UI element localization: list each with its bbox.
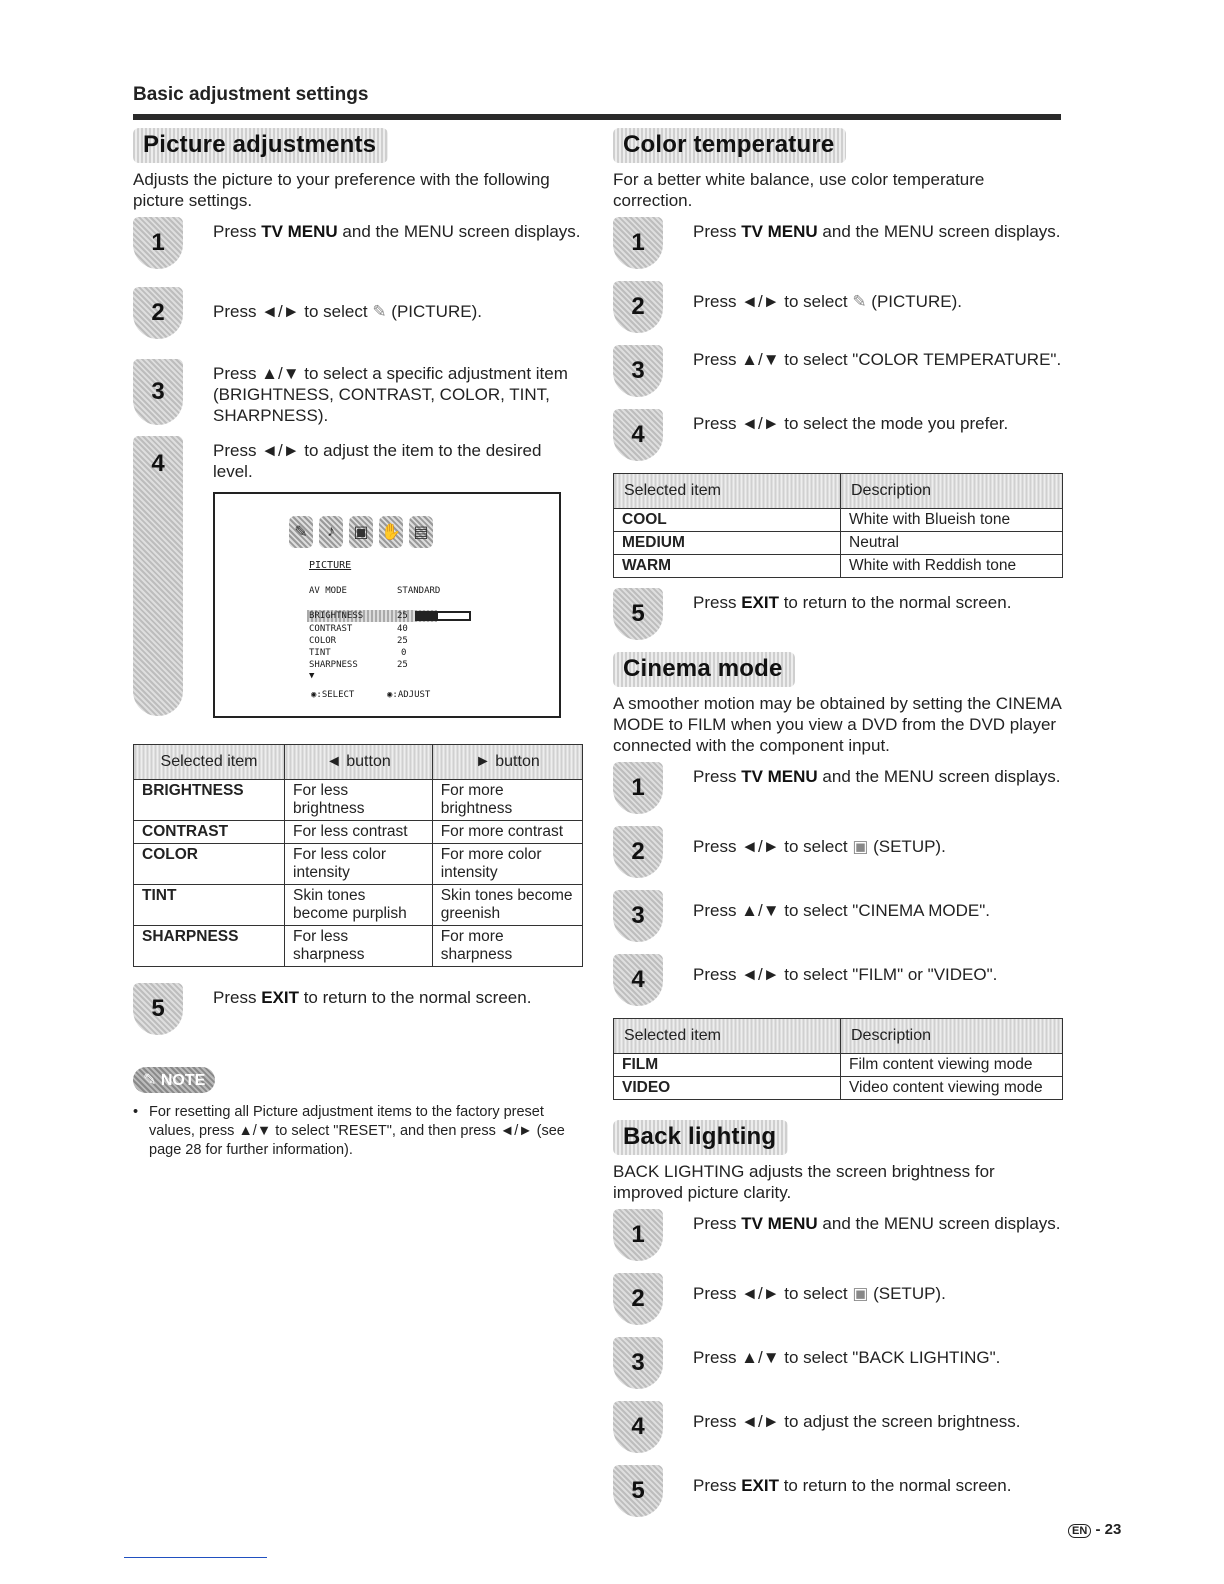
step-badge: 3 [133,359,183,425]
cinema-step-1: 1 Press TV MENU and the MENU screen displays. [613,762,1063,816]
step-badge: 3 [613,1337,663,1389]
menu-avmode-label: AV MODE [309,586,347,596]
menu-item-value: 25 [397,660,408,670]
picture-adjustments-table: Selected item ◄ button ► button BRIGHTNESS For less brightness For more brightness CONTRAST For less contrast For more contrast COLOR For less color intensity For more color intensity TINT Skin tones become purplish Skin tones become greenish SHARPNESS For less sharpness For more sharpness [133,744,583,967]
note-badge: ✎ NOTE [133,1067,215,1093]
picture-intro: Adjusts the picture to your preference with the following picture settings. [133,170,550,210]
menu-more-arrow: ▼ [309,671,315,681]
picture-step-1: 1 Press TV MENU and the MENU screen displays. [133,217,583,271]
color-step-1: 1 Press TV MENU and the MENU screen displays. [613,217,1063,271]
menu-item-value: 0 [401,648,407,658]
back-step-3: 3 Press ▲/▼ to select "BACK LIGHTING". [613,1337,1063,1391]
table-row: FILM Film content viewing mode [614,1054,1063,1077]
step-badge: 3 [613,345,663,397]
step-badge: 5 [613,1465,663,1517]
cinema-mode-section [613,652,1063,1100]
audio-icon: ♪ [319,516,343,548]
step-badge: 3 [613,890,663,942]
step-badge: 2 [613,826,663,878]
menu-screen-illustration [213,492,561,718]
table-row: CONTRAST For less contrast For more contrast [134,821,583,844]
menu-avmode-value: STANDARD [397,586,441,596]
setup-icon: ▣ [852,837,869,856]
note-text: • For resetting all Picture adjustment items to the factory preset values, press ▲/▼ to select "RESET", and then press ◄/► (see page 28 for further information). [133,1103,569,1160]
back-step-1: 1 Press TV MENU and the MENU screen displays. [613,1209,1063,1263]
table-row: MEDIUM Neutral [614,532,1063,555]
menu-item-value: 40 [397,624,408,634]
picture-icon: ✎ [372,302,387,321]
step-badge: 4 [613,954,663,1006]
step-badge: 4 [613,1401,663,1453]
picture-step-3: 3 Press ▲/▼ to select a specific adjustment item (BRIGHTNESS, CONTRAST, COLOR, TINT, SHARPNESS). [133,359,583,426]
back-step-4: 4 Press ◄/► to adjust the screen brightness. [613,1401,1063,1455]
picture-adjustments-section [133,128,583,1160]
color-intro: For a better white balance, use color temperature correction. [613,170,985,210]
table-row: VIDEO Video content viewing mode [614,1077,1063,1100]
step-badge: 5 [133,983,183,1035]
menu-select-hint: ◉:SELECT [311,690,355,700]
section-title-back-lighting: Back lighting [613,1120,788,1155]
cinema-step-4: 4 Press ◄/► to select "FILM" or "VIDEO". [613,954,1063,1008]
joystick-icon: ◉ [311,690,317,700]
table-row: SHARPNESS For less sharpness For more sharpness [134,926,583,967]
right-column [613,128,1063,1529]
color-temperature-section [613,128,1063,642]
joystick-icon: ◉ [387,690,393,700]
picture-step-2: 2 Press ◄/► to select ✎ (PICTURE). [133,287,583,341]
cinema-intro: A smoother motion may be obtained by setting the CINEMA MODE to FILM when you view a DVD from the DVD player connected with the component input. [613,694,1061,755]
menu-slider-bar [415,611,471,621]
menu-item-label: TINT [309,648,331,658]
option-icon: ✋ [379,516,403,548]
back-step-5: 5 Press EXIT to return to the normal screen. [613,1465,1063,1519]
header-rule [133,114,1061,120]
page-number: EN - 23 [1068,1521,1121,1538]
step-badge: 2 [613,1273,663,1325]
table-row: TINT Skin tones become purplish Skin tones become greenish [134,885,583,926]
setup-icon: ▣ [349,516,373,548]
picture-icon: ✎ [289,516,313,548]
picture-icon: ✎ [852,292,867,311]
menu-item-label: COLOR [309,636,337,646]
step-badge: 2 [613,281,663,333]
color-step-4: 4 Press ◄/► to select the mode you prefer. [613,409,1063,463]
color-temperature-table: Selected item Description COOL White with Blueish tone MEDIUM Neutral WARM White with Reddish tone [613,473,1063,578]
table-row: BRIGHTNESS For less brightness For more brightness [134,780,583,821]
step-badge: 4 [613,409,663,461]
step-badge: 1 [613,762,663,814]
table-row: COLOR For less color intensity For more color intensity [134,844,583,885]
menu-item-value: 25 [397,636,408,646]
section-title-cinema: Cinema mode [613,652,795,687]
cinema-step-3: 3 Press ▲/▼ to select "CINEMA MODE". [613,890,1063,944]
menu-item-value: 25 [397,611,408,621]
picture-step-5: 5 Press EXIT to return to the normal screen. [133,983,583,1037]
page-header: Basic adjustment settings [133,84,369,105]
menu-title: PICTURE [309,560,352,571]
back-lighting-section [613,1120,1063,1519]
cinema-mode-table: Selected item Description FILM Film content viewing mode VIDEO Video content viewing mode [613,1018,1063,1100]
color-step-3: 3 Press ▲/▼ to select "COLOR TEMPERATURE". [613,345,1063,399]
step-badge: 1 [613,1209,663,1261]
menu-item-label: CONTRAST [309,624,353,634]
step-badge: 1 [133,217,183,269]
color-step-5: 5 Press EXIT to return to the normal screen. [613,588,1063,642]
menu-icons [289,516,433,548]
menu-item-label: SHARPNESS [309,660,358,670]
cinema-step-2: 2 Press ◄/► to select ▣ (SETUP). [613,826,1063,880]
back-step-2: 2 Press ◄/► to select ▣ (SETUP). [613,1273,1063,1327]
language-badge: EN [1068,1524,1091,1538]
step-badge: 2 [133,287,183,339]
step-badge: 5 [613,588,663,640]
lock-icon: ▤ [409,516,433,548]
table-row: WARM White with Reddish tone [614,555,1063,578]
back-intro: BACK LIGHTING adjusts the screen brightness for improved picture clarity. [613,1162,995,1202]
footer-rule [124,1557,267,1558]
table-row: COOL White with Blueish tone [614,509,1063,532]
step-badge: 4 [133,436,183,716]
section-title-color: Color temperature [613,128,846,163]
step-badge: 1 [613,217,663,269]
setup-icon: ▣ [852,1284,869,1303]
menu-adjust-hint: ◉:ADJUST [387,690,431,700]
picture-step-4: 4 Press ◄/► to adjust the item to the desired level. ✎ ♪ ▣ ✋ ▤ PICTURE AV MODE STANDARD BRIGHTNESS 25 CONTRAST 40 COLOR 25 TINT 0 SHARPNESS 25 ▼ ◉:SELECT ◉:ADJUST [133,436,583,718]
pencil-icon: ✎ [143,1072,157,1089]
section-title-picture: Picture adjustments [133,128,388,163]
menu-item-label: BRIGHTNESS [309,611,364,621]
color-step-2: 2 Press ◄/► to select ✎ (PICTURE). [613,281,1063,335]
